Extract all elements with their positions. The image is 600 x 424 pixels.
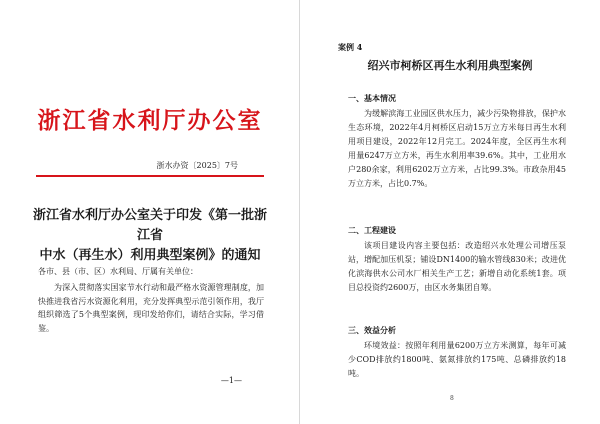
document-number: 浙水办资〔2025〕7号: [156, 161, 238, 170]
red-divider: [36, 175, 264, 177]
notice-title-line-2: 中水（再生水）利用典型案例》的通知: [39, 248, 261, 263]
case-label: 案例 4: [338, 42, 363, 52]
notice-body: 为深入贯彻落实国家节水行动和最严格水资源管理制度，加快推进我省污水资源化利用，充分发挥典型示范引领作用，我厅组织筛选了5个典型案例，现印发给你们，请结合实际，学习借鉴。: [38, 283, 264, 333]
notice-title: [30, 206, 270, 266]
page-number: —1—: [220, 376, 242, 385]
section-heading-basic-info: 一、基本情况: [348, 93, 396, 103]
section-heading-benefit: 三、效益分析: [348, 325, 396, 335]
right-page: [300, 0, 600, 424]
case-title: 绍兴市柯桥区再生水利用典型案例: [367, 59, 533, 72]
addressee: 各市、县（市、区）水利局、厅属有关单位：: [38, 267, 198, 276]
document-header: 浙江省水利厅办公室: [37, 107, 263, 134]
section-heading-construction: 二、工程建设: [348, 225, 396, 235]
section-text-construction: 该项目建设内容主要包括：改造绍兴水处理公司增压泵站，增配加压机泵；铺设DN1400的输水管线830米；改进优化滨海供水公司水厂相关生产工艺；新增自动化系统1套。项目总投资约2600万，由区水务集团自筹。: [348, 241, 566, 292]
section-text-benefit: 环境效益：按照年利用量6200万立方米测算，每年可减少COD排放约1800吨、氨氮排放约175吨、总磷排放约18吨。: [348, 341, 566, 378]
notice-title-line-1: 浙江省水利厅办公室关于印发《第一批浙江省: [32, 208, 267, 243]
page-number: 8: [450, 395, 454, 402]
section-text-basic-info: 为缓解滨海工业园区供水压力，减少污染物排放，保护水生态环境，2022年4月柯桥区启动15万立方米每日再生水利用项目建设，2022年12月完工。2024年度，全区再生水利用量6247万立方米，再生水利用率39.6%。其中，工业用水户280余家，利用6202万立方米，占比99.3%。市政杂用45万立方米，占比0.7%。: [348, 109, 566, 188]
